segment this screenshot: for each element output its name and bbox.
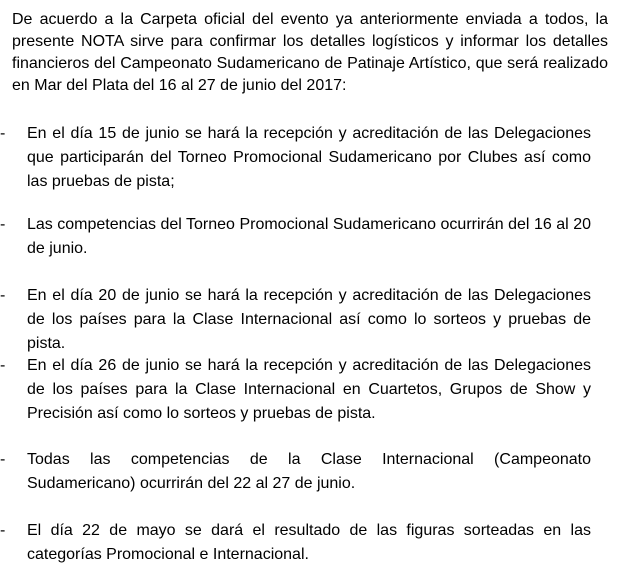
- intro-paragraph: [12, 9, 608, 97]
- bullet-dash: -: [0, 451, 6, 468]
- bullet-dash: -: [0, 287, 6, 304]
- list-item-text: El día 22 de mayo se dará el resultado de las figuras sorteadas en las categorías Promocional e Internacional.: [27, 522, 591, 563]
- list-item-text: Las competencias del Torneo Promocional Sudamericano ocurrirán del 16 al 20 de junio.: [27, 216, 591, 257]
- list-item-text: En el día 26 de junio se hará la recepción y acreditación de las Delegaciones de los países para la Clase Internacional en Cuartetos, Grupos de Show y Precisión así como lo sorteos y pruebas de pista.: [27, 357, 591, 422]
- bullet-dash: -: [0, 125, 6, 142]
- intro-text: De acuerdo a la Carpeta oficial del evento ya anteriormente enviada a todos, la presente NOTA sirve para confirmar los detalles logísticos y informar los detalles financieros del Campeonato Sudamericano de Patinaje Artístico, que será realizado en Mar del Plata del 16 al 27 de junio del 2017:: [12, 11, 608, 94]
- list-item-text: En el día 15 de junio se hará la recepción y acreditación de las Delegaciones que participarán del Torneo Promocional Sudamericano por Clubes así como las pruebas de pista;: [27, 125, 591, 190]
- list-item-text: En el día 20 de junio se hará la recepción y acreditación de las Delegaciones de los países para la Clase Internacional así como lo sorteos y pruebas de pista.: [27, 287, 591, 352]
- list-item-text: Todas las competencias de la Clase Internacional (Campeonato Sudamericano) ocurrirán del 22 al 27 de junio.: [27, 451, 591, 492]
- bullet-dash: -: [0, 522, 6, 539]
- bullet-dash: -: [0, 216, 6, 233]
- bullet-dash: -: [0, 357, 6, 374]
